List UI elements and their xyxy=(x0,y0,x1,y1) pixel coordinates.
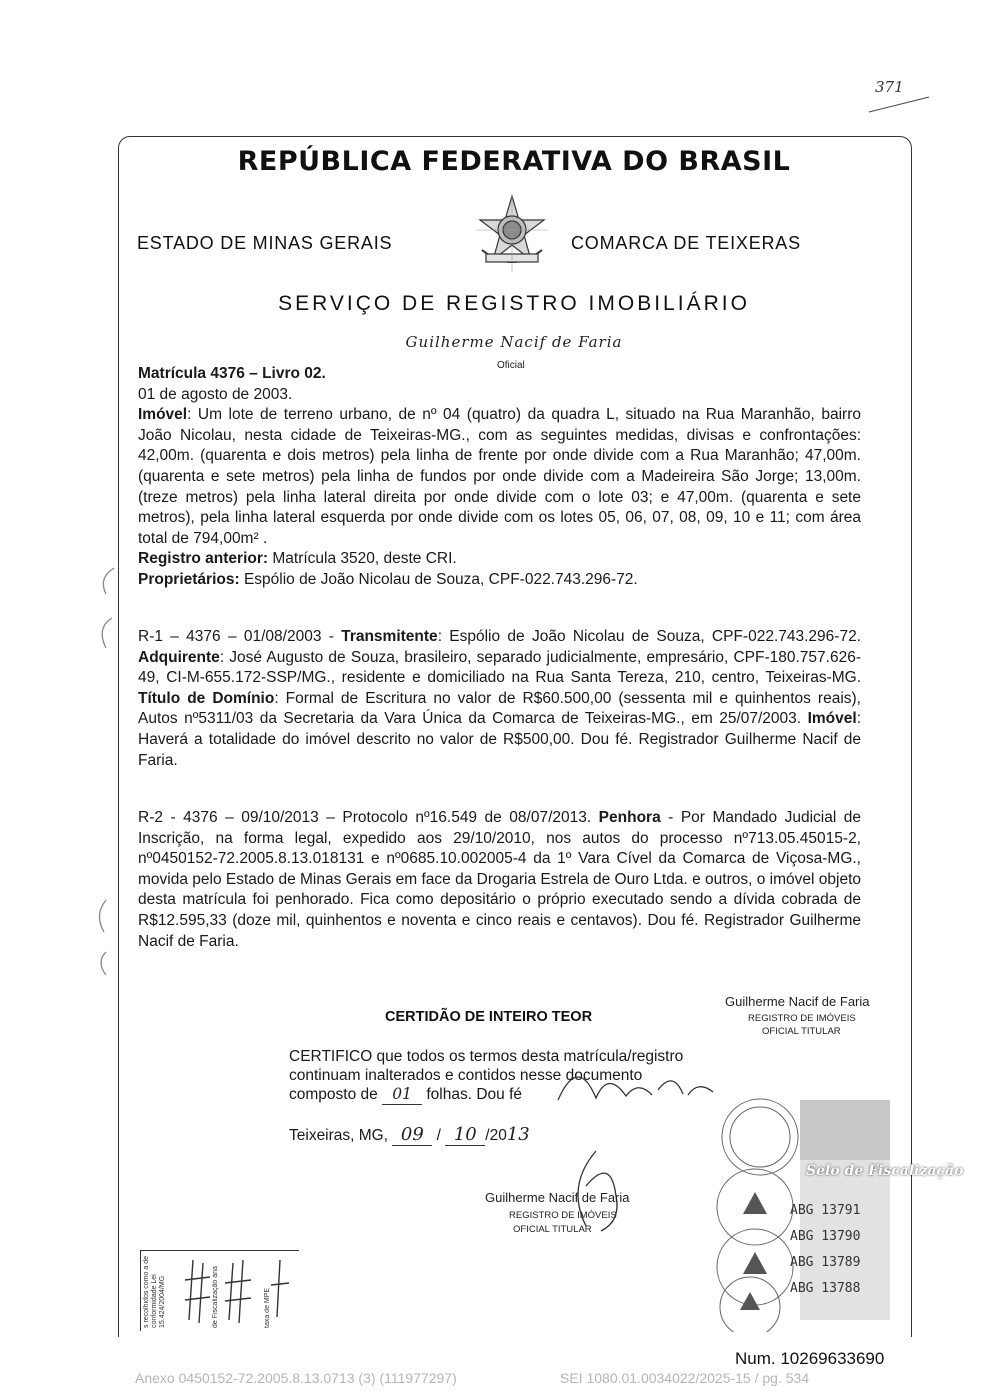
titulo-label: Título de Domínio xyxy=(138,689,275,707)
registro-anterior xyxy=(138,549,861,570)
imovel-description xyxy=(138,405,861,549)
stamp-top-role: OFICIAL TITULAR xyxy=(762,1026,841,1037)
folhas-count-handwritten: 01 xyxy=(382,1085,422,1105)
certificate-line-2: continuam inalterados e contidos nesse documento xyxy=(289,1067,643,1084)
certificate-title: CERTIDÃO DE INTEIRO TEOR xyxy=(385,1009,593,1025)
footer-sei: SEI 1080.01.0034022/2025-15 / pg. 534 xyxy=(560,1370,810,1386)
fee-text-1: s recolhidos como a de conformidade Lei 15.424/2004/MG xyxy=(143,1256,166,1328)
binder-marks xyxy=(84,560,124,980)
penhora-label: Penhora xyxy=(598,809,661,826)
day-handwritten: 09 xyxy=(392,1124,432,1146)
r1-prefix: R-1 – 4376 – 01/08/2003 - xyxy=(138,628,342,645)
stamp-top-registry: REGISTRO DE IMÓVEIS xyxy=(748,1013,856,1024)
document-number: Num. 10269633690 xyxy=(735,1349,885,1368)
imovel-text: : Um lote de terreno urbano, de nº 04 (quatro) da quadra L, situado na Rua Maranhão, bairro João Nicolau, nesta cidade de Teixeiras-MG., com as seguintes medidas, divisas e confrontações: 42,00m. (quarenta e dois metros) pela linha de frente por onde divide com a Rua Maranhão; 47,00m. (quarenta e sete metros) pela linha de fundos por onde divide com a Madeireira São Jorge; 13,00m. (treze metros) pela linha lateral direita por onde divide com o lote 03; e 47,00m. (quarenta e sete metros), pela linha lateral esquerda por onde divide com os lotes 05, 06, 07, 08, 09, 10 e 11; com área total de 794,00m² . xyxy=(138,406,861,547)
certificate-line-3-b: folhas. Dou fé xyxy=(422,1086,523,1103)
proprietarios-label: Proprietários: xyxy=(138,570,240,588)
registration-block xyxy=(138,364,861,591)
registro-anterior-text: Matrícula 3520, deste CRI. xyxy=(268,550,457,568)
state-label: ESTADO DE MINAS GERAIS xyxy=(137,233,393,253)
r2-prefix: R-2 - 4376 – 09/10/2013 – Protocolo nº16.549 de 08/07/2013. xyxy=(138,809,599,826)
city-label: Teixeiras, MG, xyxy=(289,1127,393,1144)
page-number-handwritten: 371 xyxy=(875,78,904,96)
certificate-line-3-a: composto de xyxy=(289,1086,383,1103)
matricula-line: Matrícula 4376 – Livro 02. xyxy=(138,365,326,382)
titulo-text: : Formal de Escritura no valor de R$60.500,00 (sessenta mil e quinhentos reais), Autos nº5311/03 da Secretaria da Vara Única da Comarca de Teixeiras-MG., em 25/07/2003. xyxy=(138,689,861,728)
service-title: SERVIÇO DE REGISTRO IMOBILIÁRIO xyxy=(278,292,750,315)
certificate-line-1: CERTIFICO que todos os termos desta matrícula/registro xyxy=(289,1048,684,1065)
proprietarios-text: Espólio de João Nicolau de Souza, CPF-022.743.296-72. xyxy=(239,570,638,588)
comarca-label: COMARCA DE TEIXERAS xyxy=(571,233,801,253)
seal-code: ABG 13791 xyxy=(790,1203,861,1218)
registro-anterior-label: Registro anterior: xyxy=(138,550,269,568)
seal-code: ABG 13790 xyxy=(790,1229,861,1244)
seal-code: ABG 13788 xyxy=(790,1281,861,1296)
adquirente-label: Adquirente xyxy=(138,648,220,666)
fiscal-seal-title: Selo de Fiscalização xyxy=(806,1163,964,1179)
r1-entry xyxy=(138,627,861,771)
imovel-label: Imóvel xyxy=(138,406,188,424)
transmitente-label: Transmitente xyxy=(341,628,438,645)
r1-imovel-label: Imóvel xyxy=(807,710,857,728)
document-title: REPÚBLICA FEDERATIVA DO BRASIL xyxy=(237,146,791,177)
stamp-bottom-name: Guilherme Nacif de Faria xyxy=(485,1190,630,1205)
month-handwritten: 10 xyxy=(445,1124,485,1146)
brazil-coat-of-arms-icon xyxy=(472,192,552,274)
footer-annex: Anexo 0450152-72.2005.8.13.0713 (3) (111977297) xyxy=(135,1370,457,1386)
handwritten-hash-marks xyxy=(185,1255,295,1325)
year-prefix: /20 xyxy=(485,1127,507,1144)
stamp-top-name: Guilherme Nacif de Faria xyxy=(725,994,870,1009)
r1-imovel-text: : Haverá a totalidade do imóvel descrito no valor de R$500,00. Dou fé. Registrador Guilherme Nacif de Faria. xyxy=(138,710,861,769)
handwritten-signature-1 xyxy=(548,1050,718,1112)
officer-signature-name: Guilherme Nacif de Faria xyxy=(405,333,623,351)
transmitente-text: : Espólio de João Nicolau de Souza, CPF-022.743.296-72. xyxy=(437,628,861,645)
stamp-bottom-role: OFICIAL TITULAR xyxy=(513,1224,592,1235)
r2-entry xyxy=(138,808,861,952)
year-handwritten: 13 xyxy=(506,1124,530,1145)
proprietarios xyxy=(138,570,861,591)
page-mark-underline xyxy=(869,97,929,113)
penhora-text: - Por Mandado Judicial de Inscrição, na forma legal, expedido aos 29/10/2010, nos autos do processo nº713.05.45015-2, nº0450152-72.2005.8.13.018131 e nº0685.10.002005-4 da 1º Vara Cível da Comarca de Viçosa-MG., movida pelo Estado de Minas Gerais em face da Drogaria Estrela de Ouro Ltda. e outros, o imóvel objeto desta matrícula foi penhorado. Fica como depositário o próprio executado sendo a dívida cobrada de R$12.595,33 (doze mil, quinhentos e noventa e cinco reais e centavos). Dou fé. Registrador Guilherme Nacif de Faria. xyxy=(138,809,862,950)
adquirente-text: : José Augusto de Souza, brasileiro, separado judicialmente, empresário, CPF-180.757.626-49, CI-M-655.172-SSP/MG., residente e domiciliado na Rua Santa Tereza, 210, centro, Teixeiras-MG. xyxy=(138,648,861,687)
fee-text-2: de Fiscalização ária xyxy=(212,1266,219,1328)
stamp-bottom-registry: REGISTRO DE IMÓVEIS xyxy=(509,1210,617,1221)
registration-date: 01 de agosto de 2003. xyxy=(138,385,293,403)
seal-code: ABG 13789 xyxy=(790,1255,861,1270)
officer-role: Oficial xyxy=(497,360,525,371)
fiscal-seal-codes xyxy=(790,1198,860,1302)
fee-text-3: taxa de MPE xyxy=(264,1287,271,1328)
certificate-date-line: Teixeiras, MG, 09 / 10 /2013 xyxy=(289,1124,530,1145)
